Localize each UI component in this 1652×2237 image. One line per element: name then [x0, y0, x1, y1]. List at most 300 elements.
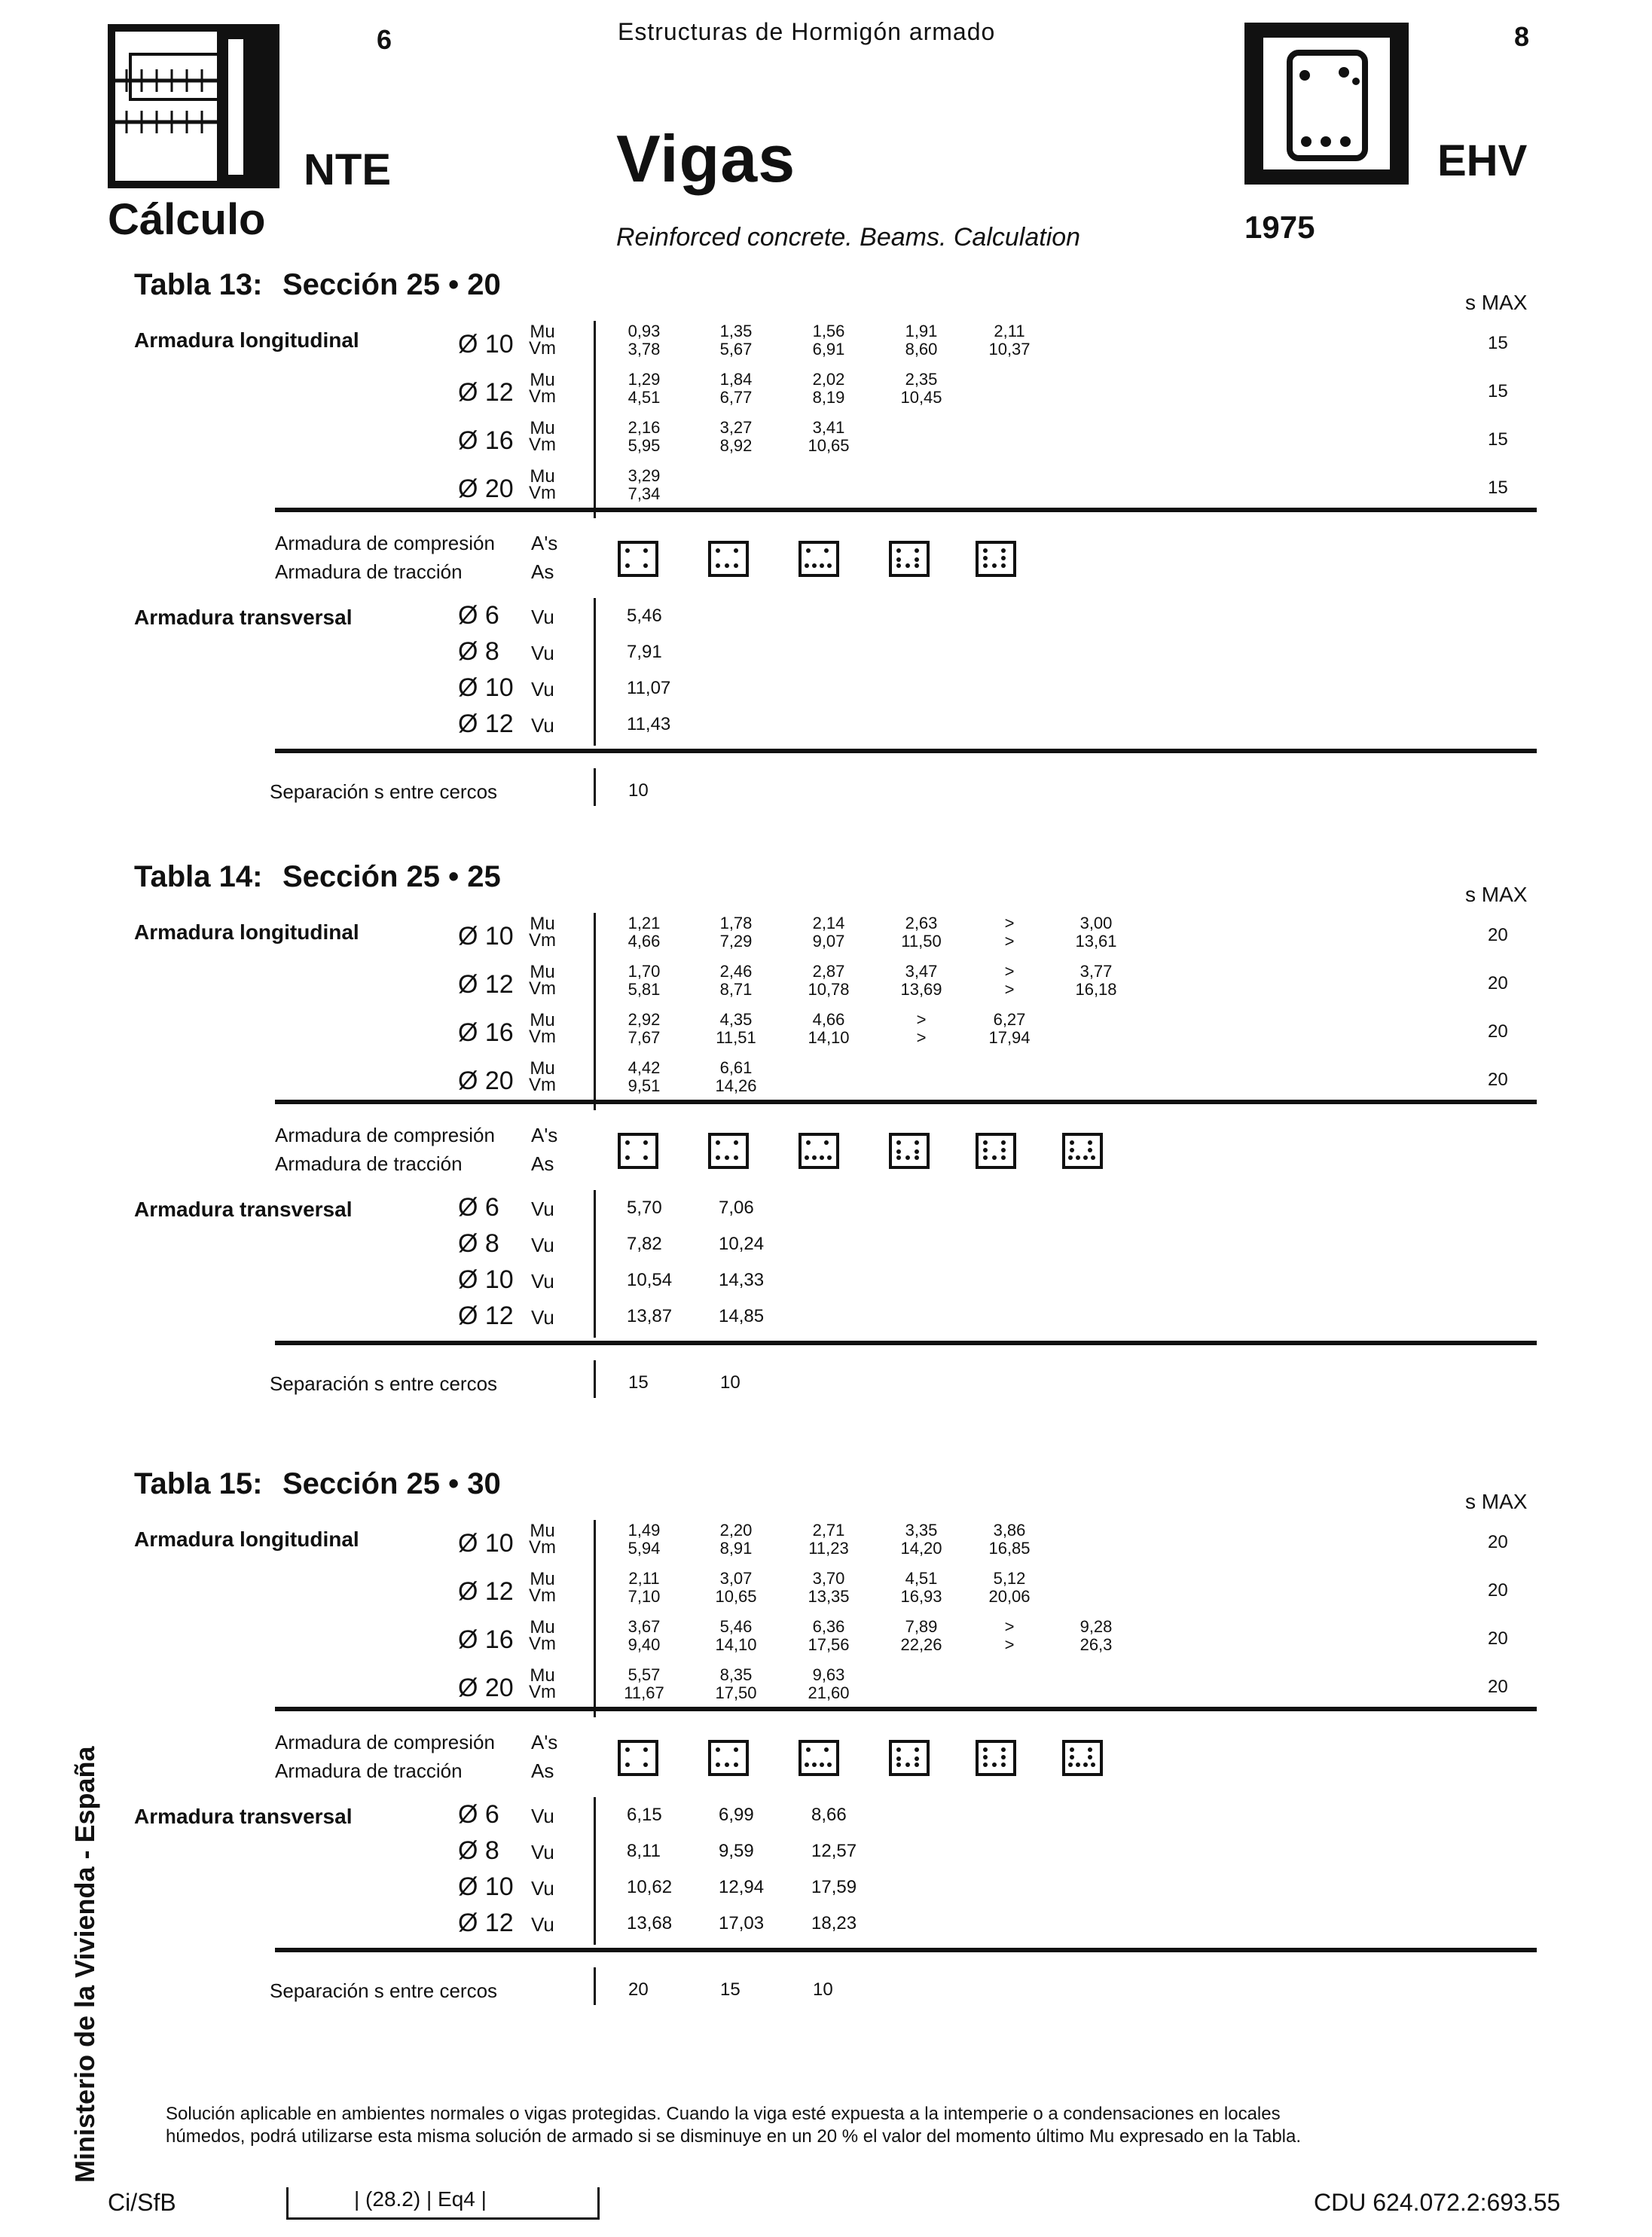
- vm-value: 5,81: [628, 980, 661, 999]
- vm-value: 8,71: [719, 980, 753, 999]
- rebar-dot: [734, 1140, 738, 1145]
- reinforcement-section-diagram: [708, 1740, 749, 1776]
- table-section: Sección 25 • 30: [282, 1467, 501, 1500]
- vu-value: 17,59: [811, 1877, 857, 1897]
- mu-value: >: [1004, 962, 1015, 981]
- phi-label: Ø 12: [458, 378, 514, 407]
- mu-value: 3,67: [628, 1617, 661, 1636]
- smax-header: s MAX: [1465, 1490, 1528, 1513]
- value-cell: [610, 1011, 678, 1047]
- value-cell: [887, 322, 955, 359]
- reinforcement-section-diagram: [618, 1133, 658, 1169]
- phi-label: Ø 10: [458, 1529, 514, 1558]
- vu-value: 12,94: [719, 1877, 765, 1897]
- value-cell: [702, 1521, 770, 1558]
- rebar-dot: [1091, 1155, 1095, 1160]
- table-title: Tabla 14:: [134, 860, 263, 893]
- rebar-dot: [1070, 1755, 1074, 1759]
- mu-value: 1,78: [719, 914, 753, 932]
- vu-symbol: Vu: [531, 678, 554, 700]
- vm-value: 17,50: [715, 1683, 757, 1702]
- tension-label: Armadura de tracción: [275, 560, 463, 583]
- mu-value: 6,27: [993, 1010, 1026, 1029]
- value-cell: [795, 1618, 863, 1654]
- mu-value: 4,35: [719, 1010, 753, 1029]
- vu-symbol: Vu: [531, 1198, 554, 1220]
- mu-vm-label: [527, 1523, 557, 1556]
- rebar-dot: [896, 1762, 901, 1767]
- mu-value: 0,93: [628, 322, 661, 340]
- rebar-dot: [1001, 1747, 1006, 1752]
- vm-value: 11,67: [624, 1683, 664, 1702]
- vu-value: 11,43: [627, 714, 671, 734]
- vu-value: 8,11: [627, 1841, 661, 1861]
- vm-value: 22,26: [900, 1635, 942, 1654]
- vu-value: 7,82: [627, 1234, 662, 1254]
- table-section: Sección 25 • 20: [282, 268, 501, 301]
- sep-divider: [594, 768, 596, 806]
- rebar-dot: [643, 1140, 648, 1145]
- rebar-dot: [915, 563, 919, 568]
- rebar-dot: [1088, 1747, 1092, 1752]
- mu-symbol: Mu: [530, 322, 555, 342]
- smax-value: 20: [1488, 1628, 1508, 1649]
- vu-value: 18,23: [811, 1913, 857, 1933]
- mu-value: 2,02: [812, 370, 845, 389]
- mu-value: >: [1004, 914, 1015, 932]
- value-cell: [702, 914, 770, 951]
- vm-value: 6,77: [719, 388, 753, 407]
- rebar-dot: [1091, 1762, 1095, 1767]
- transverse-label: Armadura transversal: [134, 606, 353, 629]
- mu-symbol: Mu: [530, 1521, 555, 1541]
- vu-symbol: Vu: [531, 1877, 554, 1900]
- ehv-label: EHV: [1437, 136, 1528, 185]
- phi-label: Ø 20: [458, 475, 514, 503]
- rebar-dot: [915, 1747, 919, 1752]
- compression-symbol: A's: [531, 1124, 558, 1146]
- rebar-dot: [1068, 1762, 1073, 1767]
- footnote: [166, 2103, 1537, 2148]
- rebar-dot: [725, 1155, 729, 1160]
- vm-value: 10,78: [808, 980, 850, 999]
- phi-label: Ø 6: [458, 1193, 499, 1222]
- rebar-dot: [725, 1762, 729, 1767]
- compression-label: Armadura de compresión: [275, 532, 495, 554]
- table-rule-2: [275, 1948, 1537, 1952]
- table-rule-1: [275, 1707, 1537, 1711]
- table-divider-upper: [594, 321, 596, 518]
- table-divider-lower: [594, 1190, 596, 1338]
- rebar-dot: [1001, 1155, 1006, 1160]
- value-cell: [976, 1011, 1043, 1047]
- smax-value: 20: [1488, 1677, 1508, 1697]
- mu-vm-label: [527, 468, 557, 502]
- mu-value: 2,71: [812, 1521, 845, 1540]
- rebar-dot: [643, 548, 648, 553]
- vm-symbol: Vm: [529, 338, 556, 359]
- mu-vm-label: [527, 1619, 557, 1653]
- rebar-dot: [1070, 1747, 1074, 1752]
- vm-value: 14,10: [808, 1028, 850, 1047]
- nte-logo-graphic: [108, 24, 279, 188]
- rebar-dot: [896, 1756, 901, 1761]
- value-cell: [887, 914, 955, 951]
- vm-value: 16,85: [988, 1539, 1031, 1558]
- mu-value: 1,91: [905, 322, 938, 340]
- mu-value: 2,14: [812, 914, 845, 932]
- vu-value: 7,91: [627, 642, 662, 662]
- transverse-label: Armadura transversal: [134, 1805, 353, 1828]
- vm-value: 10,37: [988, 340, 1031, 359]
- vm-value: >: [916, 1028, 927, 1047]
- page-title: Vigas: [616, 121, 796, 196]
- mu-vm-label: [527, 1058, 557, 1095]
- rebar-dot: [734, 548, 738, 553]
- mu-value: 3,41: [812, 418, 845, 437]
- value-cell: [610, 371, 678, 407]
- vm-value: 26,3: [1079, 1635, 1113, 1654]
- value-cell: [610, 1618, 678, 1654]
- mu-symbol: Mu: [530, 418, 555, 438]
- vm-symbol: Vm: [529, 1075, 556, 1095]
- value-cell: [610, 322, 678, 359]
- table-title: Tabla 13:: [134, 268, 263, 301]
- reinforcement-section-diagram: [708, 541, 749, 577]
- phi-label: Ø 20: [458, 1674, 514, 1702]
- mu-symbol: Mu: [530, 914, 555, 934]
- separation-label: Separación s entre cercos: [270, 1372, 498, 1395]
- rebar-dot: [824, 1747, 829, 1752]
- reinforcement-section-diagram: [889, 1133, 930, 1169]
- value-cell: [702, 1570, 770, 1606]
- rebar-dot: [643, 1155, 648, 1160]
- rebar-dot: [716, 1747, 720, 1752]
- mu-value: 3,35: [905, 1521, 938, 1540]
- mu-value: 3,27: [719, 418, 753, 437]
- vm-value: 4,51: [628, 388, 661, 407]
- compression-label: Armadura de compresión: [275, 1731, 495, 1753]
- mu-vm-label: [527, 916, 557, 949]
- vm-value: 14,20: [900, 1539, 942, 1558]
- vu-value: 14,85: [719, 1306, 765, 1326]
- rebar-dot: [734, 1747, 738, 1752]
- vm-value: 20,06: [988, 1587, 1031, 1606]
- rebar-dot: [915, 548, 919, 553]
- rebar-dot: [983, 1155, 988, 1160]
- vm-value: 7,34: [628, 484, 661, 503]
- rebar-dot: [1088, 1148, 1092, 1152]
- mu-vm-label: [527, 420, 557, 453]
- mu-symbol: Mu: [530, 962, 555, 982]
- rebar-dot: [806, 548, 811, 553]
- value-cell: [1062, 963, 1130, 999]
- mu-symbol: Mu: [530, 1665, 555, 1686]
- rebar-dot: [896, 1149, 901, 1154]
- value-cell: [795, 419, 863, 455]
- nte-logo: [108, 24, 279, 188]
- vm-symbol: Vm: [529, 435, 556, 455]
- vm-value: 6,91: [812, 340, 845, 359]
- vm-value: 17,56: [808, 1635, 850, 1654]
- value-cell: [610, 1521, 678, 1558]
- smax-value: 15: [1488, 381, 1508, 401]
- reinforcement-section-diagram: [708, 1133, 749, 1169]
- phi-label: Ø 16: [458, 426, 514, 455]
- vu-symbol: Vu: [531, 1913, 554, 1936]
- vu-value: 9,59: [719, 1841, 754, 1861]
- rebar-dot: [625, 1762, 630, 1767]
- mu-symbol: Mu: [530, 1010, 555, 1030]
- value-cell: [795, 1011, 863, 1047]
- phi-label: Ø 12: [458, 1909, 514, 1937]
- vu-symbol: Vu: [531, 1270, 554, 1292]
- vm-symbol: Vm: [529, 930, 556, 951]
- rebar-dot: [716, 1140, 720, 1145]
- mu-value: 5,46: [719, 1617, 753, 1636]
- rebar-dot: [1001, 1755, 1006, 1759]
- separation-value: 10: [813, 1979, 833, 2000]
- rebar-dot: [896, 563, 901, 568]
- value-cell: [795, 1666, 863, 1702]
- vm-value: 13,35: [808, 1587, 850, 1606]
- value-cell: [610, 467, 678, 503]
- table-rule-1: [275, 1100, 1537, 1104]
- value-cell: [702, 322, 770, 359]
- beam-section-icon: [1244, 23, 1409, 185]
- vm-symbol: Vm: [529, 1537, 556, 1558]
- value-cell: [610, 1666, 678, 1702]
- vu-value: 17,03: [719, 1913, 765, 1933]
- mu-value: 2,92: [628, 1010, 661, 1029]
- phi-label: Ø 10: [458, 330, 514, 359]
- table-rule-2: [275, 1341, 1537, 1345]
- rebar-dot: [983, 1762, 988, 1767]
- phi-label: Ø 10: [458, 922, 514, 951]
- vu-symbol: Vu: [531, 606, 554, 628]
- vm-value: 10,65: [715, 1587, 757, 1606]
- mu-value: 3,07: [719, 1569, 753, 1588]
- rebar-dot: [625, 548, 630, 553]
- rebar-dot: [812, 1762, 817, 1767]
- separation-label: Separación s entre cercos: [270, 780, 498, 803]
- value-cell: [795, 914, 863, 951]
- value-cell: [795, 371, 863, 407]
- table-divider-upper: [594, 1520, 596, 1717]
- mu-symbol: Mu: [530, 1569, 555, 1589]
- long-label: Armadura longitudinal: [134, 328, 359, 352]
- rebar-dot: [905, 1155, 910, 1160]
- rebar-dot: [625, 1155, 630, 1160]
- rebar-dot: [983, 548, 988, 553]
- value-cell: [610, 1570, 678, 1606]
- vu-symbol: Vu: [531, 642, 554, 664]
- reinforcement-section-diagram: [618, 1740, 658, 1776]
- mu-value: 5,12: [993, 1569, 1026, 1588]
- mu-value: >: [916, 1010, 927, 1029]
- vu-symbol: Vu: [531, 714, 554, 737]
- value-cell: [887, 1570, 955, 1606]
- table-rule-2: [275, 749, 1537, 753]
- mu-vm-label: [527, 964, 557, 997]
- vm-symbol: Vm: [529, 1027, 556, 1047]
- separation-label: Separación s entre cercos: [270, 1979, 498, 2002]
- phi-label: Ø 12: [458, 1302, 514, 1330]
- rebar-dot: [905, 563, 910, 568]
- vu-value: 12,57: [811, 1841, 857, 1861]
- mu-vm-label: [527, 1665, 557, 1702]
- mu-value: 5,57: [628, 1665, 661, 1684]
- mu-value: 1,21: [628, 914, 661, 932]
- separation-value: 10: [720, 1372, 740, 1393]
- vm-value: 5,94: [628, 1539, 661, 1558]
- value-cell: [887, 1011, 955, 1047]
- value-cell: [610, 914, 678, 951]
- mu-value: 2,87: [812, 962, 845, 981]
- rebar-dot: [983, 1148, 988, 1152]
- vu-value: 6,15: [627, 1805, 662, 1825]
- rebar-dot: [983, 556, 988, 560]
- subject-heading: Estructuras de Hormigón armado: [618, 18, 996, 45]
- vu-symbol: Vu: [531, 1234, 554, 1256]
- rebar-dot: [905, 1762, 910, 1767]
- smax-value: 20: [1488, 1021, 1508, 1042]
- rebar-dot: [1076, 1762, 1080, 1767]
- vm-symbol: Vm: [529, 978, 556, 999]
- value-cell: [887, 371, 955, 407]
- mu-value: 4,51: [905, 1569, 938, 1588]
- mu-symbol: Mu: [530, 1617, 555, 1637]
- rebar-dot: [805, 1762, 809, 1767]
- rebar-dot: [805, 563, 809, 568]
- vm-value: 16,93: [900, 1587, 942, 1606]
- mu-value: 3,29: [628, 466, 661, 485]
- vu-symbol: Vu: [531, 1805, 554, 1827]
- mu-value: 1,29: [628, 370, 661, 389]
- vu-value: 7,06: [719, 1198, 754, 1218]
- vm-symbol: Vm: [529, 483, 556, 503]
- mu-value: 1,35: [719, 322, 753, 340]
- rebar-dot: [827, 1762, 832, 1767]
- mu-value: 4,42: [628, 1058, 661, 1077]
- mu-value: 1,49: [628, 1521, 661, 1540]
- value-cell: [976, 914, 1043, 951]
- mu-value: 9,28: [1079, 1617, 1113, 1636]
- mu-value: 2,63: [905, 914, 938, 932]
- mu-vm-label: [527, 1571, 557, 1604]
- reinforcement-section-diagram: [1062, 1133, 1103, 1169]
- mu-value: 3,00: [1079, 914, 1113, 932]
- table-divider-upper: [594, 913, 596, 1110]
- vm-value: 8,19: [812, 388, 845, 407]
- value-cell: [976, 1521, 1043, 1558]
- vm-value: 16,18: [1075, 980, 1117, 999]
- rebar-dot: [983, 1755, 988, 1759]
- vm-value: 17,94: [988, 1028, 1031, 1047]
- rebar-dot: [896, 548, 901, 553]
- rebar-dot: [896, 1140, 901, 1145]
- mu-value: 6,36: [812, 1617, 845, 1636]
- rebar-dot: [812, 1155, 817, 1160]
- value-cell: [702, 371, 770, 407]
- vu-value: 6,99: [719, 1805, 754, 1825]
- rebar-dot: [625, 1747, 630, 1752]
- compression-symbol: A's: [531, 1731, 558, 1753]
- mu-value: 2,11: [628, 1569, 660, 1588]
- value-cell: [887, 963, 955, 999]
- rebar-dot: [812, 563, 817, 568]
- tension-symbol: As: [531, 1759, 554, 1782]
- vm-value: 7,10: [628, 1587, 661, 1606]
- value-cell: [795, 963, 863, 999]
- mu-value: 3,70: [812, 1569, 845, 1588]
- smax-value: 15: [1488, 478, 1508, 498]
- phi-label: Ø 12: [458, 970, 514, 999]
- smax-header: s MAX: [1465, 883, 1528, 906]
- smax-value: 15: [1488, 333, 1508, 353]
- compression-symbol: A's: [531, 532, 558, 554]
- phi-label: Ø 10: [458, 673, 514, 702]
- rebar-dot: [820, 563, 824, 568]
- rebar-dot: [806, 1140, 811, 1145]
- mu-symbol: Mu: [530, 466, 555, 487]
- rebar-dot: [915, 1149, 919, 1154]
- rebar-dot: [1001, 1148, 1006, 1152]
- table-divider-lower: [594, 1797, 596, 1945]
- rebar-dot: [1088, 1755, 1092, 1759]
- reinforcement-section-diagram: [889, 541, 930, 577]
- separation-value: 10: [628, 780, 649, 801]
- value-cell: [610, 419, 678, 455]
- page-subtitle: Reinforced concrete. Beams. Calculation: [616, 223, 1081, 252]
- mu-value: 2,35: [905, 370, 938, 389]
- sep-divider: [594, 1967, 596, 2005]
- vm-value: 7,67: [628, 1028, 661, 1047]
- value-cell: [610, 963, 678, 999]
- vu-symbol: Vu: [531, 1841, 554, 1863]
- rebar-dot: [983, 563, 988, 568]
- rebar-dot: [915, 1762, 919, 1767]
- vm-value: 10,65: [808, 436, 850, 455]
- rebar-dot: [1088, 1140, 1092, 1145]
- smax-value: 20: [1488, 973, 1508, 993]
- vm-symbol: Vm: [529, 1634, 556, 1654]
- vm-value: 7,29: [719, 932, 753, 951]
- rebar-dot: [824, 1140, 829, 1145]
- rebar-dot: [992, 1762, 997, 1767]
- vu-value: 10,54: [627, 1270, 673, 1290]
- vu-value: 5,70: [627, 1198, 662, 1218]
- vu-symbol: Vu: [531, 1306, 554, 1329]
- value-cell: [795, 322, 863, 359]
- vm-value: 14,10: [715, 1635, 757, 1654]
- table-rule-1: [275, 508, 1537, 512]
- vm-value: 9,40: [628, 1635, 661, 1654]
- separation-value: 15: [720, 1979, 740, 2000]
- rebar-dot: [1070, 1140, 1074, 1145]
- phi-label: Ø 16: [458, 1625, 514, 1654]
- mu-value: 9,63: [812, 1665, 845, 1684]
- rebar-dot: [716, 1762, 720, 1767]
- separation-value: 15: [628, 1372, 649, 1393]
- rebar-dot: [625, 563, 630, 568]
- footnote-line-1: Solución aplicable en ambientes normales o vigas protegidas. Cuando la viga esté expuesta a la intemperie o a condensaciones en locales: [166, 2104, 1281, 2124]
- value-cell: [702, 419, 770, 455]
- value-cell: [976, 1570, 1043, 1606]
- vm-value: >: [1004, 1635, 1015, 1654]
- value-cell: [795, 1570, 863, 1606]
- cisfb-codes: | (28.2) | Eq4 |: [354, 2187, 487, 2211]
